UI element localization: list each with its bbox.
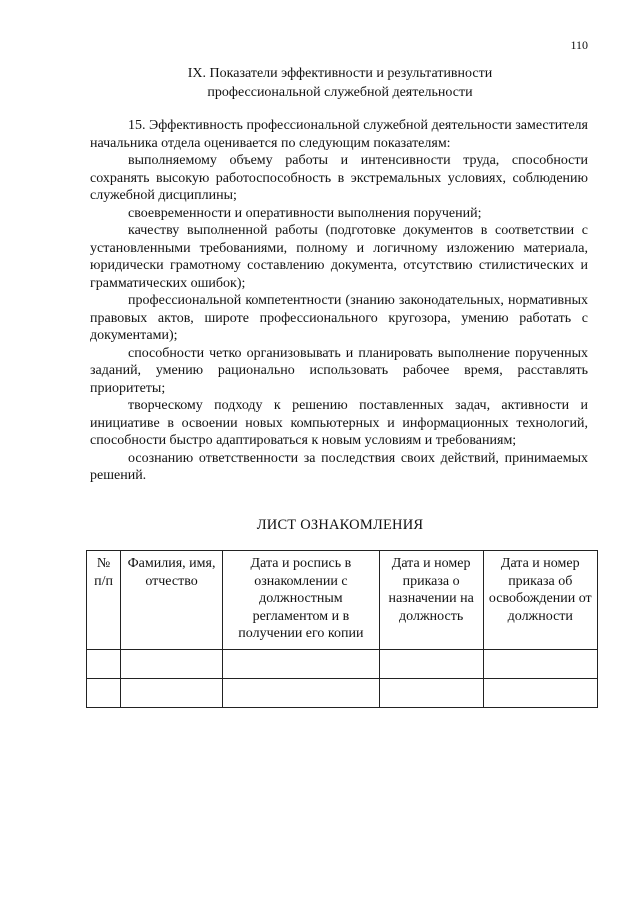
- column-header-signature-date: Дата и роспись в ознакомлении с должностным регламентом и в получении его копии: [223, 551, 380, 650]
- indicators-section: [90, 117, 588, 485]
- column-header-number: № п/п: [87, 551, 121, 650]
- table-row: [87, 679, 598, 708]
- table-cell: [87, 679, 121, 708]
- paragraph-intro: 15. Эффективность профессиональной служебной деятельности заместителя начальника отдела оценивается по следующим показателям:: [90, 118, 588, 151]
- paragraph-creativity: творческому подходу к решению поставленных задач, активности и инициативе в освоении новых компьютерных и информационных технологий, способности быстро адаптироваться к новым условиям и требованиям;: [90, 398, 588, 448]
- column-header-dismissal-order: Дата и номер приказа об освобождении от должности: [483, 551, 597, 650]
- acknowledgement-table: [86, 550, 598, 708]
- section-heading: [90, 64, 590, 102]
- paragraph-quality: качеству выполненной работы (подготовке документов в соответствии с установленными требованиями, полному и логичному изложению материала, юридически грамотному составлению документа, отсутствию стилистических и грамматических ошибок);: [90, 223, 588, 291]
- table-cell: [223, 650, 380, 679]
- table-cell: [121, 679, 223, 708]
- column-header-full-name: Фамилия, имя, отчество: [121, 551, 223, 650]
- paragraph-workload: выполняемому объему работы и интенсивности труда, способности сохранять высокую работоспособность в экстремальных условиях, соблюдению служебной дисциплины;: [90, 153, 588, 203]
- section-heading-line-2: профессиональной служебной деятельности: [207, 85, 473, 100]
- acknowledgement-sheet-title: ЛИСТ ОЗНАКОМЛЕНИЯ: [256, 517, 424, 533]
- table-cell: [121, 650, 223, 679]
- table-row: [87, 650, 598, 679]
- page-number: 110: [570, 38, 588, 52]
- table-cell: [379, 650, 483, 679]
- table-cell: [483, 679, 597, 708]
- paragraph-responsibility: осознанию ответственности за последствия своих действий, принимаемых решений.: [90, 450, 588, 483]
- table-cell: [483, 650, 597, 679]
- table-header-row: [87, 551, 598, 650]
- table-cell: [223, 679, 380, 708]
- paragraph-timeliness: своевременности и оперативности выполнения поручений;: [128, 205, 482, 221]
- table-cell: [379, 679, 483, 708]
- column-header-appointment-order: Дата и номер приказа о назначении на должность: [379, 551, 483, 650]
- table-cell: [87, 650, 121, 679]
- paragraph-organization: способности четко организовывать и планировать выполнение порученных заданий, умению рационально использовать рабочее время, расставлять приоритеты;: [90, 345, 588, 396]
- section-heading-line-1: IX. Показатели эффективности и результативности: [187, 66, 493, 81]
- paragraph-competence: профессиональной компетентности (знанию законодательных, нормативных правовых актов, широте профессионального кругозора, умению работать с документами);: [90, 293, 588, 343]
